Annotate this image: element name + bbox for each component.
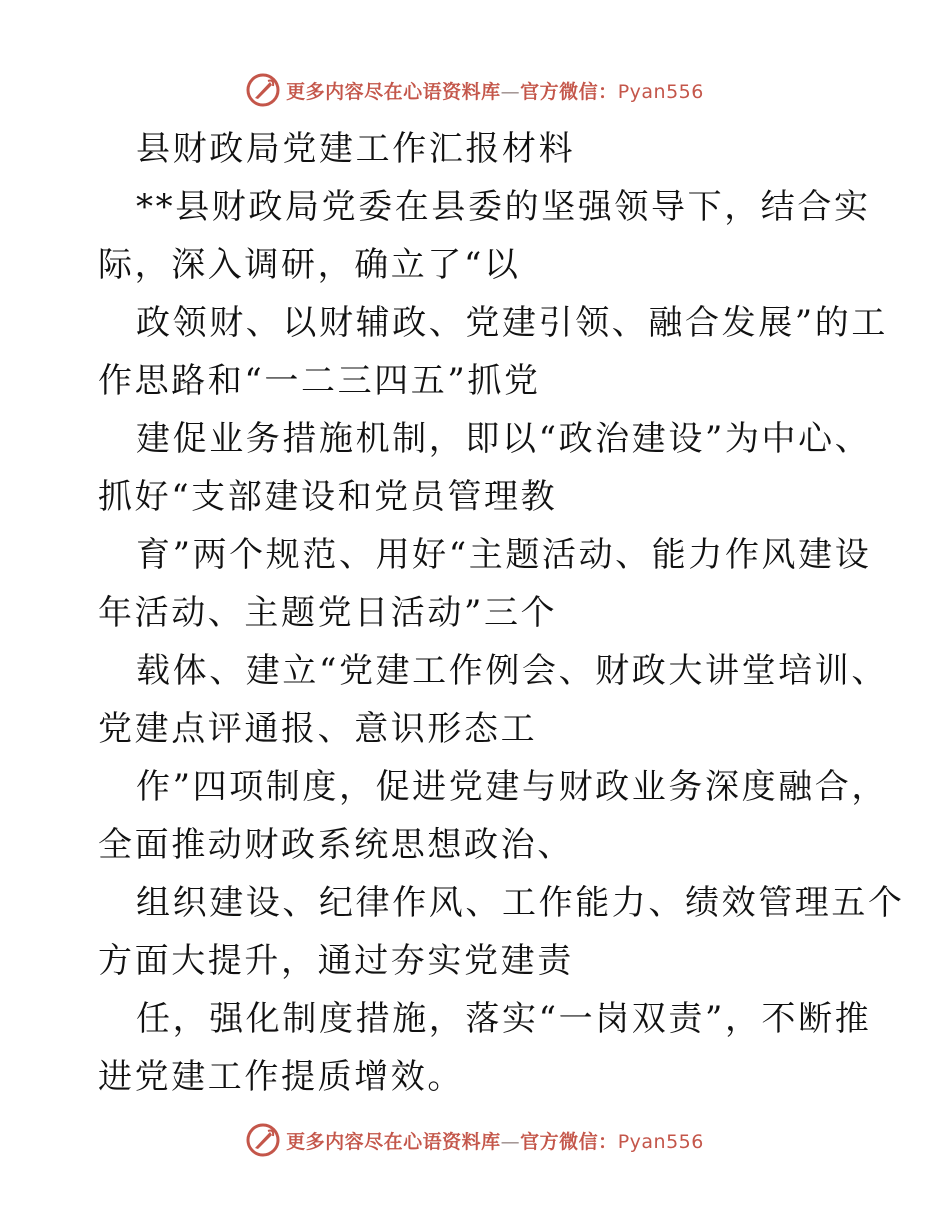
- paragraph-line: 抓好“支部建设和党员管理教: [98, 477, 558, 517]
- watermark-label: 官方微信：: [520, 80, 618, 103]
- watermark-separator: —: [500, 80, 521, 103]
- paragraph-line: 年活动、主题党日活动”三个: [98, 593, 558, 633]
- watermark-separator: —: [500, 1130, 521, 1153]
- quill-logo-icon: [246, 73, 280, 107]
- document-title: 县财政局党建工作汇报材料: [136, 129, 576, 169]
- paragraph-line: 组织建设、纪律作风、工作能力、绩效管理五个: [136, 883, 905, 923]
- watermark-text: [286, 77, 704, 104]
- paragraph-line: 作”四项制度，促进党建与财政业务深度融合，: [136, 767, 888, 807]
- paragraph-line: 进党建工作提质增效。: [98, 1057, 464, 1097]
- footer-watermark: [0, 1120, 950, 1160]
- paragraph-line: 际，深入调研，确立了“以: [98, 245, 521, 285]
- paragraph-line: 方面大提升，通过夯实党建责: [98, 941, 574, 981]
- watermark-wechat-id: Pyan556: [617, 80, 704, 103]
- paragraph-line: **县财政局党委在县委的坚强领导下，结合实: [136, 187, 871, 227]
- paragraph-line: 育”两个规范、用好“主题活动、能力作风建设: [136, 535, 872, 575]
- paragraph-line: 全面推动财政系统思想政治、: [98, 825, 574, 865]
- paragraph-line: 政领财、以财辅政、党建引领、融合发展”的工: [136, 303, 888, 343]
- paragraph-line: 载体、建立“党建工作例会、财政大讲堂培训、: [136, 651, 888, 691]
- header-watermark: [0, 70, 950, 110]
- paragraph-line: 任，强化制度措施，落实“一岗双责”，不断推: [136, 999, 872, 1039]
- watermark-main: 更多内容尽在心语资料库: [286, 80, 501, 103]
- watermark-text: [286, 1127, 704, 1154]
- paragraph-line: 作思路和“一二三四五”抓党: [98, 361, 541, 401]
- quill-logo-icon: [246, 1123, 280, 1157]
- watermark-main: 更多内容尽在心语资料库: [286, 1130, 501, 1153]
- watermark-wechat-id: Pyan556: [617, 1130, 704, 1153]
- watermark-label: 官方微信：: [520, 1130, 618, 1153]
- paragraph-line: 建促业务措施机制，即以“政治建设”为中心、: [136, 419, 872, 459]
- paragraph-line: 党建点评通报、意识形态工: [98, 709, 538, 749]
